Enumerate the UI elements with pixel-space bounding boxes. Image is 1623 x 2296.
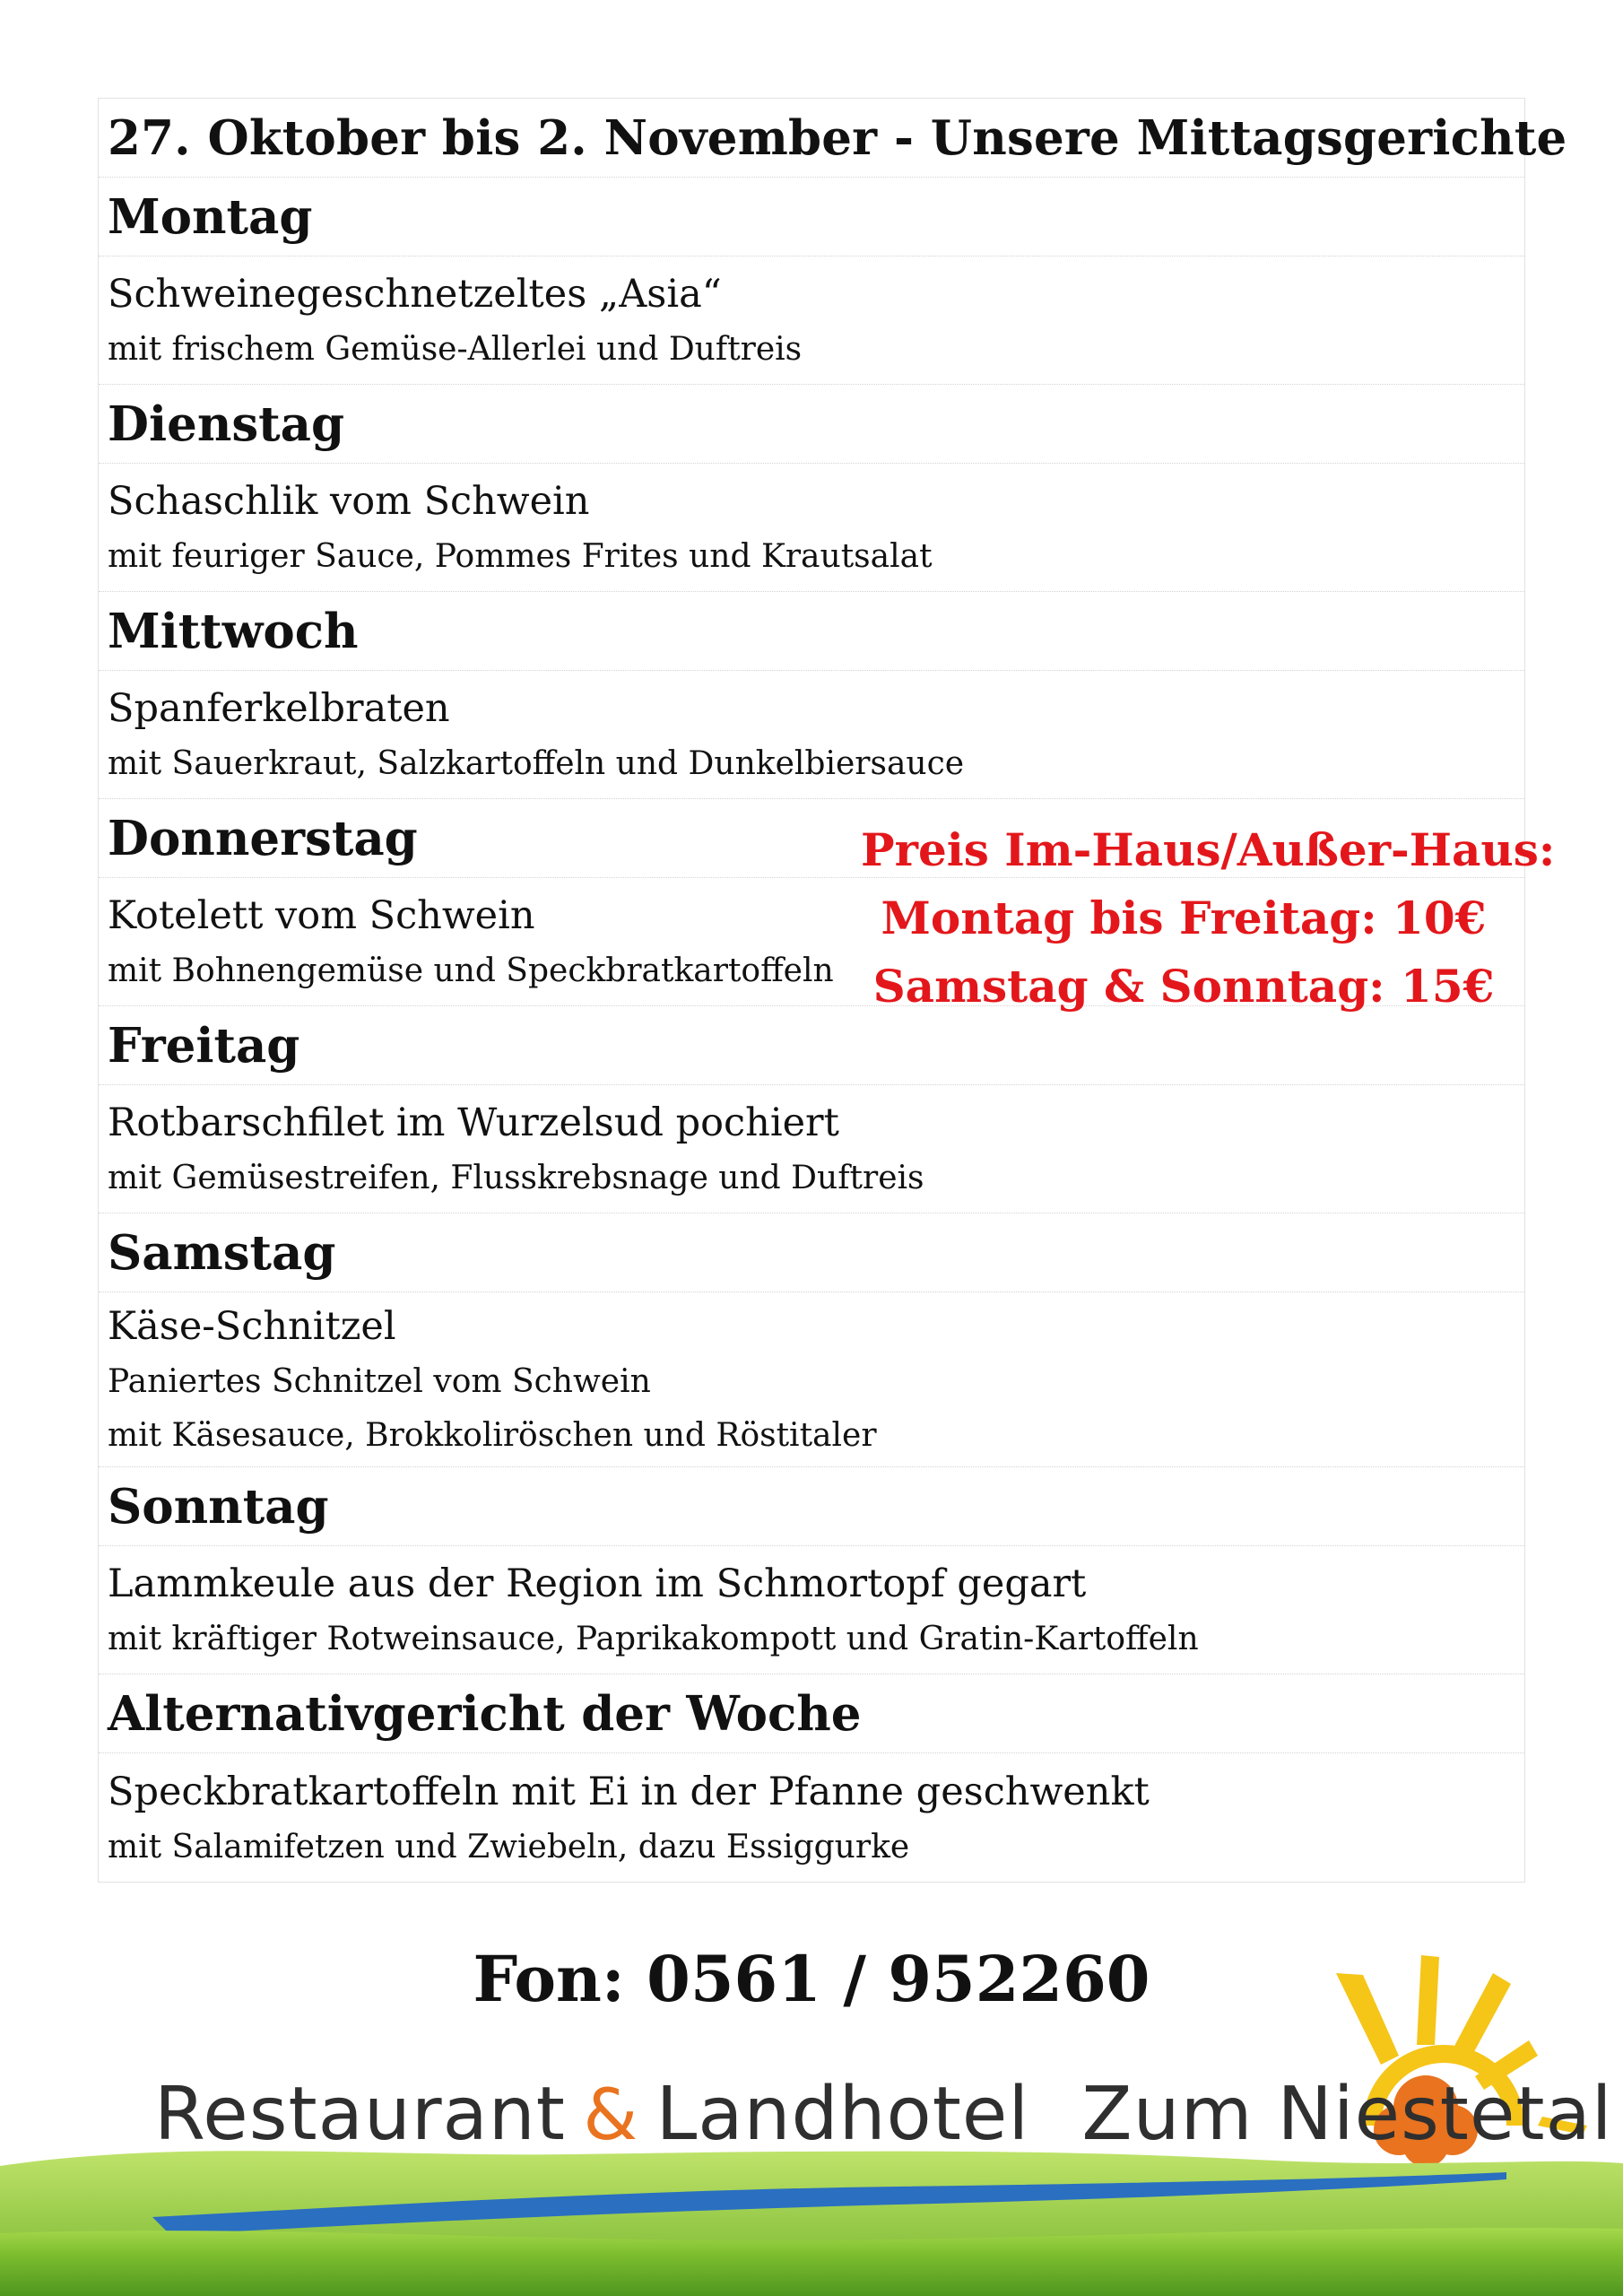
logo-landhotel: Landhotel <box>655 2072 1030 2157</box>
logo <box>154 2072 1613 2157</box>
price-heading: Preis Im-Haus/Außer-Haus: <box>861 823 1556 876</box>
price-weekday: Montag bis Freitag: 10€ <box>881 891 1487 944</box>
phone-number: Fon: 0561 / 952260 <box>473 1942 1150 2016</box>
dish-detail: mit Sauerkraut, Salzkartoffeln und Dunkelbiersauce <box>108 745 965 782</box>
day-heading: Dienstag <box>108 396 345 452</box>
dish-detail: mit Gemüsestreifen, Flusskrebsnage und Duftreis <box>108 1160 924 1196</box>
day-heading: Freitag <box>108 1017 300 1074</box>
day-heading: Mittwoch <box>108 603 359 659</box>
dish-detail: Paniertes Schnitzel vom Schwein <box>108 1363 651 1400</box>
day-heading: Alternativgericht der Woche <box>108 1685 862 1742</box>
logo-zum-niestetal: Zum Niestetal <box>1081 2072 1613 2157</box>
dish-detail: mit frischem Gemüse-Allerlei und Duftreis <box>108 331 803 368</box>
dish-row-samstag <box>99 1292 1524 1467</box>
dish-name: Spanferkelbraten <box>108 686 450 731</box>
dish-detail: mit kräftiger Rotweinsauce, Paprikakompott und Gratin-Kartoffeln <box>108 1621 1199 1657</box>
logo-ampersand: & <box>583 2075 639 2156</box>
day-heading: Sonntag <box>108 1478 329 1535</box>
day-heading: Donnerstag <box>108 810 418 866</box>
price-info <box>861 816 1556 1021</box>
dish-detail: mit Käsesauce, Brokkoliröschen und Röstitaler <box>108 1417 877 1454</box>
day-row-dienstag <box>99 385 1524 464</box>
day-row-mittwoch <box>99 592 1524 671</box>
day-row-sonntag <box>99 1467 1524 1546</box>
day-row-montag <box>99 178 1524 257</box>
page-title: 27. Oktober bis 2. November - Unsere Mittagsgerichte <box>108 109 1567 166</box>
dish-detail: mit feuriger Sauce, Pommes Frites und Krautsalat <box>108 538 933 575</box>
dish-name: Rotbarschfilet im Wurzelsud pochiert <box>108 1100 839 1145</box>
dish-row-dienstag <box>99 464 1524 592</box>
title-row <box>99 99 1567 178</box>
dish-name: Kotelett vom Schwein <box>108 893 535 938</box>
day-heading: Montag <box>108 188 313 245</box>
day-row-alternative <box>99 1674 1524 1753</box>
logo-restaurant: Restaurant <box>154 2072 566 2157</box>
dish-name: Schaschlik vom Schwein <box>108 479 590 524</box>
dish-row-freitag <box>99 1085 1524 1213</box>
dish-row-sonntag <box>99 1546 1524 1674</box>
dish-row-alternative <box>99 1753 1524 1882</box>
dish-name: Schweinegeschnetzeltes „Asia“ <box>108 272 722 317</box>
dish-detail: mit Salamifetzen und Zwiebeln, dazu Essiggurke <box>108 1828 910 1866</box>
dish-row-montag <box>99 257 1524 385</box>
dish-row-mittwoch <box>99 671 1524 799</box>
price-weekend: Samstag & Sonntag: 15€ <box>872 960 1495 1013</box>
dish-name: Lammkeule aus der Region im Schmortopf gegart <box>108 1561 1087 1606</box>
day-row-samstag <box>99 1213 1524 1292</box>
dish-detail: mit Bohnengemüse und Speckbratkartoffeln <box>108 952 834 989</box>
dish-name: Käse-Schnitzel <box>108 1304 396 1349</box>
day-heading: Samstag <box>108 1224 336 1281</box>
dish-name: Speckbratkartoffeln mit Ei in der Pfanne geschwenkt <box>108 1769 1150 1814</box>
